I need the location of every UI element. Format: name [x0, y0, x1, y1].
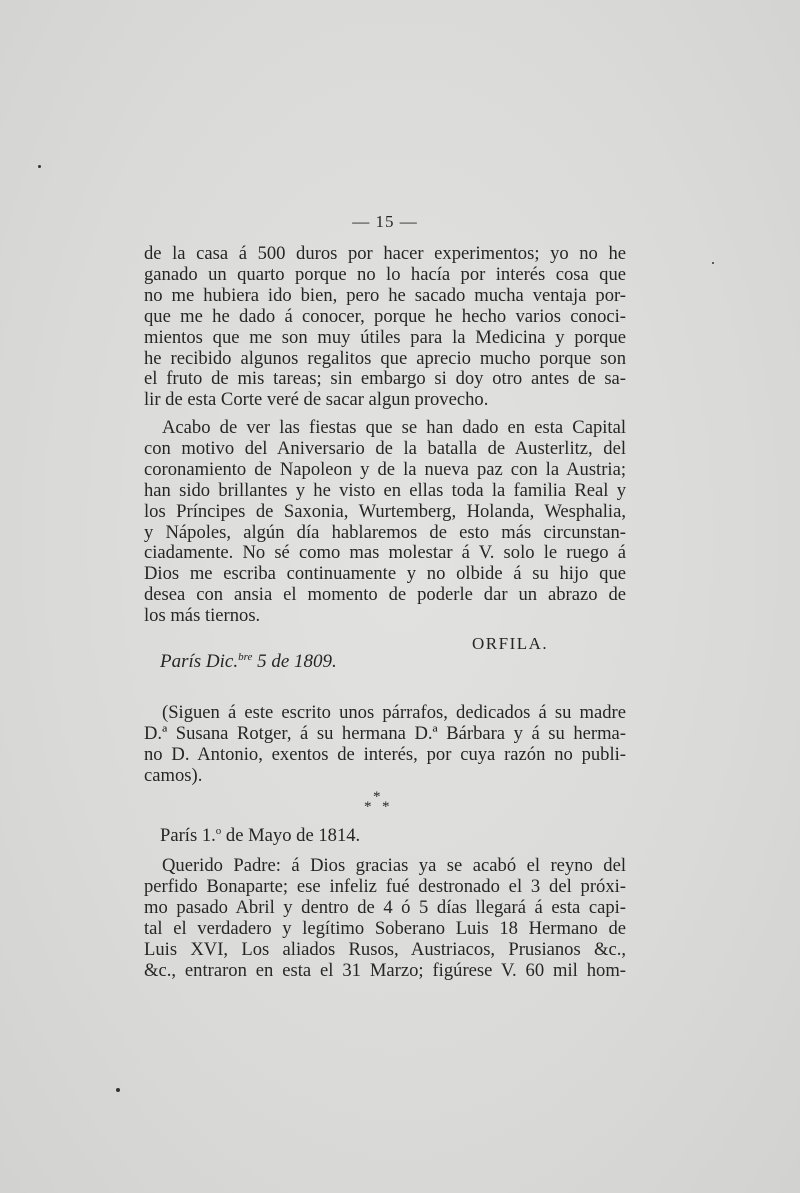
text-line: tal el verdadero y legítimo Soberano Luis 18 Hermano de: [144, 917, 626, 939]
paper-speck: [38, 165, 41, 168]
editorial-note: [144, 703, 626, 787]
dateline-superscript: o: [215, 825, 222, 837]
asterism-star: *: [364, 799, 372, 815]
text-line: Dios me escriba continuamente y no olbide á su hijo que: [144, 563, 626, 585]
page-number: — 15 —: [352, 212, 418, 231]
text-line: Querido Padre: á Dios gracias ya se acabó el reyno del: [162, 855, 626, 876]
text-line: coronamiento de Napoleon y de la nueva paz con la Austria;: [144, 458, 626, 480]
asterism-divider: [364, 790, 394, 816]
dateline-paris-1814: [160, 825, 360, 847]
asterism-star: *: [373, 789, 381, 805]
text-line: los más tiernos.: [144, 605, 261, 627]
text-line: lir de esta Corte veré de sacar algun provecho.: [144, 389, 489, 411]
text-line: &c., entraron en esta el 31 Marzo; figúrese V. 60 mil hom-: [144, 959, 626, 981]
text-line: ganado un quarto porque no lo hacía por interés cosa que: [144, 263, 626, 285]
text-line: he recibido algunos regalitos que aprecio mucho porque son: [144, 347, 626, 369]
text-line: Acabo de ver las fiestas que se han dado en esta Capital: [162, 417, 626, 438]
signature: ORFILA.: [472, 634, 549, 653]
text-line: los Príncipes de Saxonia, Wurtemberg, Holanda, Wesphalia,: [144, 500, 626, 522]
text-line: (Siguen á este escrito unos párrafos, dedicados á su madre: [162, 702, 626, 723]
text-line: mo pasado Abril y dentro de 4 ó 5 días llegará á esta capi-: [144, 896, 626, 918]
text-line: y Nápoles, algún día hablaremos de esto más circunstan-: [144, 521, 626, 543]
text-line: perfido Bonaparte; ese infeliz fué destronado el 3 del próxi-: [144, 875, 626, 897]
letter-1814: [144, 856, 626, 981]
paper-speck: [712, 262, 714, 264]
paper-speck: [116, 1088, 120, 1092]
text-line: con motivo del Aniversario de la batalla de Austerlitz, del: [144, 437, 626, 459]
dateline-prefix: París 1.: [160, 825, 216, 846]
text-line: el fruto de mis tareas; sin embargo si doy otro antes de sa-: [144, 368, 626, 390]
dateline-prefix: París Dic.: [160, 651, 239, 672]
dateline-suffix: 5 de 1809.: [252, 651, 337, 672]
text-line: camos).: [144, 764, 203, 786]
text-line: Luis XVI, Los aliados Rusos, Austriacos, Prusianos &c.,: [144, 938, 626, 960]
text-line: desea con ansia el momento de poderle dar un abrazo de: [144, 584, 626, 606]
dateline-suffix: de Mayo de 1814.: [221, 825, 361, 846]
asterism-star: *: [382, 799, 390, 815]
text-line: que me he dado á conocer, porque he hecho varios conoci-: [144, 305, 626, 327]
paragraph-1: [144, 244, 626, 411]
text-line: ciadamente. No sé como mas molestar á V. solo le ruego á: [144, 542, 626, 564]
dateline-superscript: bre: [238, 651, 253, 663]
text-line: no D. Antonio, exentos de interés, por cuya razón no publi-: [144, 743, 626, 765]
text-line: no me hubiera ido bien, pero he sacado mucha ventaja por-: [144, 284, 626, 306]
paragraph-2: [144, 418, 626, 627]
text-line: D.ª Susana Rotger, á su hermana D.ª Bárbara y á su herma-: [144, 722, 626, 744]
text-line: han sido brillantes y he visto en ellas toda la familia Real y: [144, 479, 626, 501]
text-line: de la casa á 500 duros por hacer experimentos; yo no he: [144, 243, 626, 264]
dateline-paris-1809: [160, 651, 337, 673]
text-line: mientos que me son muy útiles para la Medicina y porque: [144, 326, 626, 348]
